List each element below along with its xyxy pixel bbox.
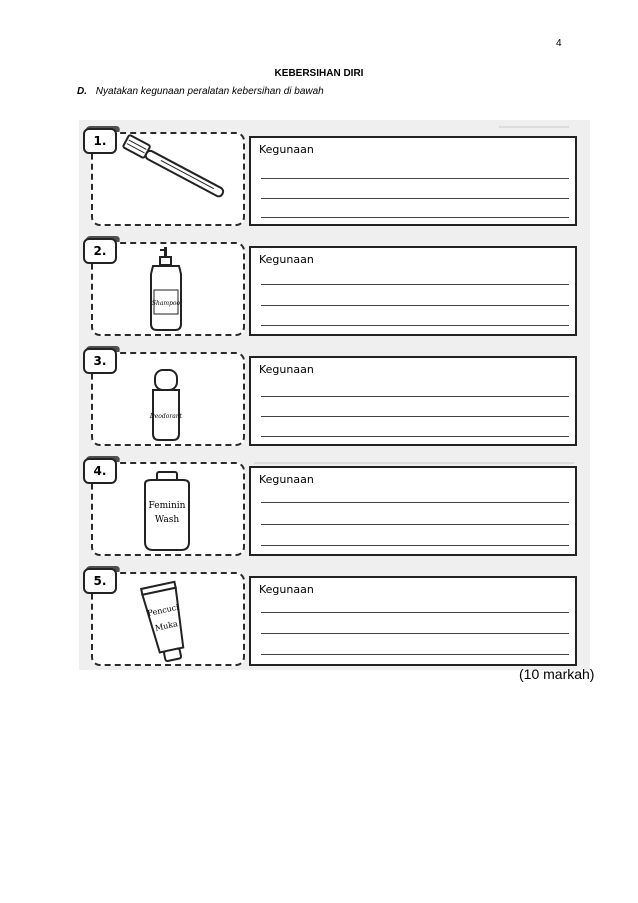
item-1-answer-heading: Kegunaan (259, 143, 314, 156)
item-3 (79, 342, 590, 448)
item-4-product-label-line2: Wash (154, 515, 180, 525)
item-5-product-label-line2: Muka (154, 619, 179, 633)
answer-line[interactable] (261, 416, 569, 417)
answer-line[interactable] (261, 325, 569, 326)
page-number: 4 (556, 38, 562, 49)
item-3-answer-heading: Kegunaan (259, 363, 314, 376)
answer-line[interactable] (261, 396, 569, 397)
item-4 (79, 452, 590, 558)
item-5 (79, 562, 590, 668)
answer-line[interactable] (261, 633, 569, 634)
item-5-answer-box (249, 576, 577, 666)
instruction-letter: D. (77, 86, 87, 97)
instruction-text: Nyatakan kegunaan peralatan kebersihan di bawah (95, 86, 324, 97)
item-5-product-label-line1: Pencuci (146, 602, 180, 619)
answer-line[interactable] (261, 305, 569, 306)
answer-line[interactable] (261, 217, 569, 218)
total-marks: (10 markah) (519, 666, 595, 682)
item-4-product-label-line1: Feminin (148, 501, 186, 511)
item-4-number: 4. (83, 458, 117, 484)
answer-line[interactable] (261, 545, 569, 546)
answer-line[interactable] (261, 198, 569, 199)
item-3-number: 3. (83, 348, 117, 374)
answer-line[interactable] (261, 178, 569, 179)
answer-line[interactable] (261, 502, 569, 503)
item-5-number: 5. (83, 568, 117, 594)
page-title: KEBERSIHAN DIRI (274, 68, 364, 79)
item-3-product-label: Deodorant (149, 413, 183, 420)
worksheet-image (79, 120, 590, 670)
answer-line[interactable] (261, 284, 569, 285)
item-2-product-label: Shampoo (151, 300, 181, 307)
item-1-answer-box (249, 136, 577, 226)
item-4-answer-heading: Kegunaan (259, 473, 314, 486)
item-2-answer-heading: Kegunaan (259, 253, 314, 266)
answer-line[interactable] (261, 654, 569, 655)
answer-line[interactable] (261, 436, 569, 437)
item-4-answer-box (249, 466, 577, 556)
answer-line[interactable] (261, 612, 569, 613)
instruction (77, 86, 324, 97)
item-1 (79, 122, 590, 228)
item-3-answer-box (249, 356, 577, 446)
answer-line[interactable] (261, 524, 569, 525)
item-1-number: 1. (83, 128, 117, 154)
item-2-number: 2. (83, 238, 117, 264)
item-5-answer-heading: Kegunaan (259, 583, 314, 596)
item-2-answer-box (249, 246, 577, 336)
item-2 (79, 232, 590, 338)
